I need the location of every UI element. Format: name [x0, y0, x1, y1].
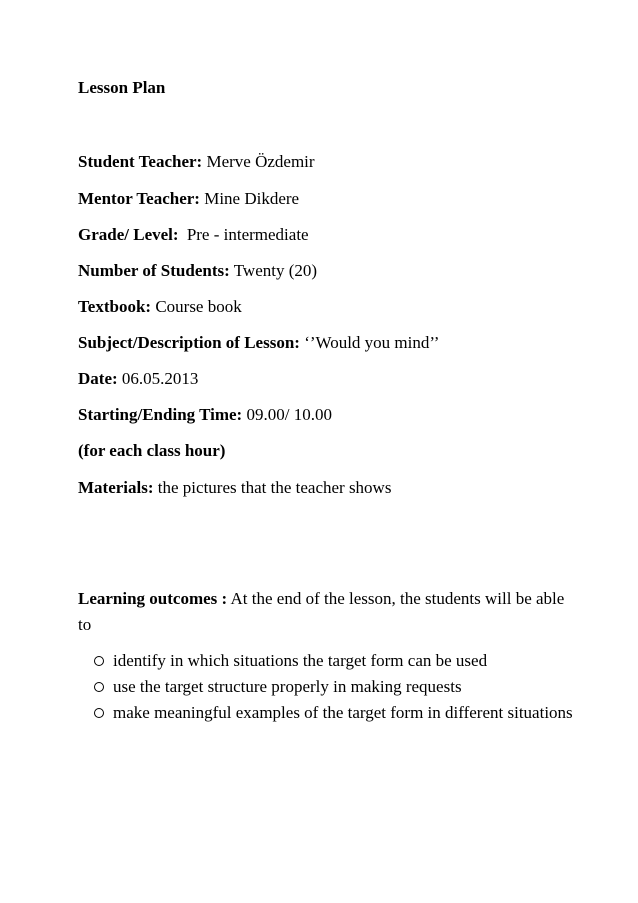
outcomes-list	[113, 648, 573, 726]
field-value: 09.00/ 10.00	[246, 405, 332, 424]
field-class-hour-note	[78, 441, 225, 461]
field-value: Pre - intermediate	[186, 225, 309, 244]
field-label: Student Teacher:	[78, 152, 203, 171]
field-value: 06.05.2013	[121, 369, 199, 388]
field-mentor-teacher	[78, 189, 299, 209]
field-label: Mentor Teacher:	[78, 189, 200, 208]
field-label: (for each class hour)	[78, 441, 226, 460]
list-item	[113, 674, 573, 700]
bullet-icon	[94, 656, 104, 666]
outcomes-intro: At the end of the lesson, the students will be able to	[78, 589, 565, 634]
field-starting-ending-time	[78, 405, 332, 425]
field-grade-level	[78, 225, 309, 245]
learning-outcomes	[78, 586, 568, 638]
field-textbook	[78, 297, 242, 317]
outcomes-label: Learning outcomes :	[78, 589, 228, 608]
field-materials	[78, 478, 391, 498]
field-label: Grade/ Level:	[78, 225, 179, 244]
field-label: Starting/Ending Time:	[78, 405, 243, 424]
list-item-text: make meaningful examples of the target form in different situations	[113, 703, 573, 722]
field-subject	[78, 333, 439, 353]
list-item	[113, 700, 573, 726]
field-label: Textbook:	[78, 297, 152, 316]
field-number-of-students	[78, 261, 317, 281]
field-value: Mine Dikdere	[204, 189, 300, 208]
field-student-teacher	[78, 152, 315, 172]
document-title: Lesson Plan	[78, 78, 166, 97]
field-label: Subject/Description of Lesson:	[78, 333, 300, 352]
field-date	[78, 369, 198, 389]
list-item-text: identify in which situations the target form can be used	[113, 651, 488, 670]
field-value: the pictures that the teacher shows	[157, 478, 392, 497]
field-label: Materials:	[78, 478, 154, 497]
field-value: Twenty (20)	[233, 261, 318, 280]
field-label: Number of Students:	[78, 261, 230, 280]
field-value: ‘’Would you mind’’	[304, 333, 440, 352]
field-value: Merve Özdemir	[206, 152, 315, 171]
bullet-icon	[94, 708, 104, 718]
list-item-text: use the target structure properly in making requests	[113, 677, 462, 696]
bullet-icon	[94, 682, 104, 692]
field-label: Date:	[78, 369, 118, 388]
list-item	[113, 648, 573, 674]
field-value: Course book	[155, 297, 242, 316]
